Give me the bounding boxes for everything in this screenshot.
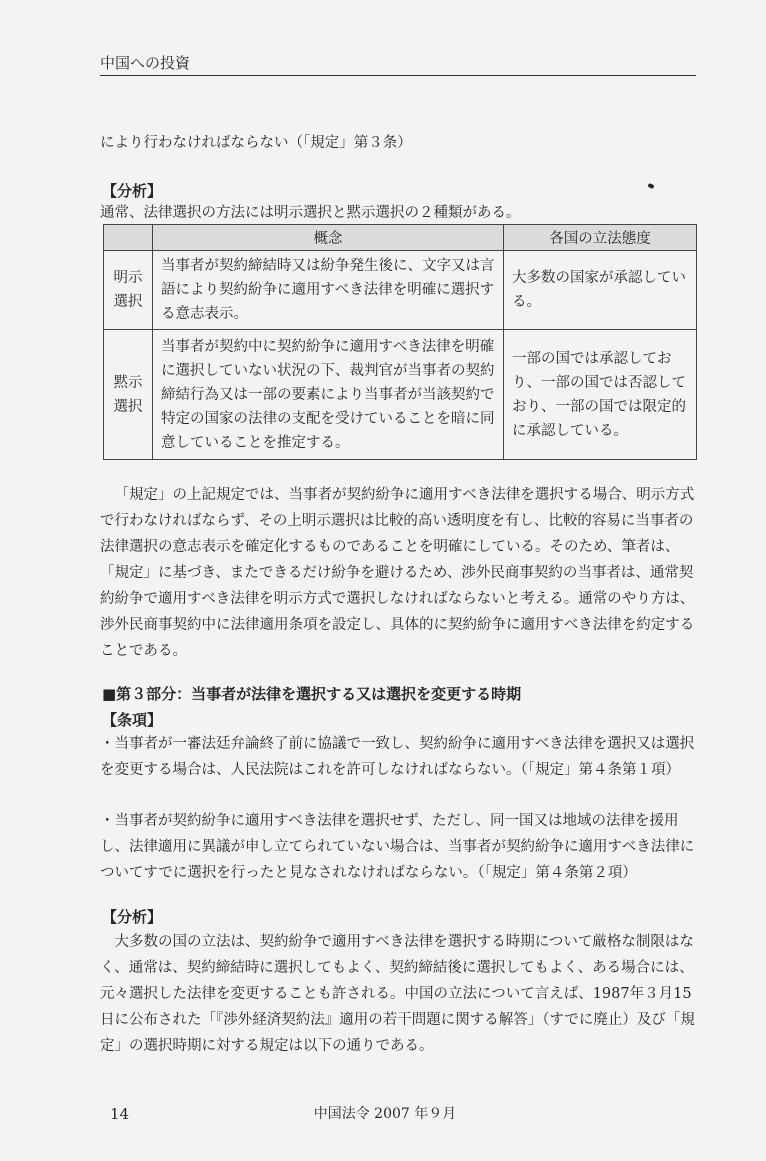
table-header-row	[104, 225, 697, 251]
table-row	[104, 251, 697, 330]
analysis-heading-2: 【分析】	[102, 908, 163, 926]
analysis-heading-1: 【分析】	[102, 182, 163, 200]
header-concept: 概念	[153, 225, 504, 251]
part3-heading: ■第３部分：当事者が法律を選択する又は選択を変更する時期	[102, 685, 522, 703]
row-type-express: 明示選択	[104, 251, 153, 330]
paragraph-1: 「規定」の上記規定では、当事者が契約紛争に適用すべき法律を選択する場合、明示方式で行わなければならず、その上明示選択は比較的高い透明度を有し、比較的容易に当事者の法律選択の意志表示を確定化するものであることを明確にしている。そのため、筆者は、「規定」に基づき、またできるだけ紛争を避けるため、渉外民商事契約の当事者は、通常契約紛争で適用すべき法律を明示方式で選択しなければならないと考える。通常のやり方は、渉外民商事契約中に法律適用条項を設定し、具体的に契約紛争に適用すべき法律を約定することである。	[100, 487, 695, 659]
row-attitude-implied: 一部の国では承認しており、一部の国では否認しており、一部の国では限定的に承認している。	[504, 330, 697, 460]
ink-speck	[647, 183, 654, 189]
clause-2: ・当事者が契約紛争に適用すべき法律を選択せず、ただし、同一国又は地域の法律を援用し、法律適用に異議が申し立てられていない場合は、当事者が契約紛争に適用すべき法律についてすでに選択を行ったと見なされなければならない。（「規定」第４条第２項）	[100, 813, 695, 881]
row-concept-implied: 当事者が契約中に契約紛争に適用すべき法律を明確に選択していない状況の下、裁判官が当事者の契約締結行為又は一部の要素により当事者が当該契約で特定の国家の法律の支配を受けていることを暗に同意していることを推定する。	[153, 330, 504, 460]
row-attitude-express: 大多数の国家が承認している。	[504, 251, 697, 330]
analysis-lead: 通常、法律選択の方法には明示選択と黙示選択の２種類がある。	[100, 205, 521, 221]
header-attitude: 各国の立法態度	[504, 225, 697, 251]
running-header: 中国への投資	[100, 52, 696, 76]
row-type-implied: 黙示選択	[104, 330, 153, 460]
choice-of-law-table	[103, 224, 697, 460]
header-blank-cell	[104, 225, 153, 251]
clause-heading: 【条項】	[102, 711, 163, 729]
intro-line: により行わなければならない（「規定」第３条）	[100, 135, 412, 151]
publication-footer: 中国法令 2007 年９月	[313, 1106, 457, 1122]
page-number: 14	[110, 1105, 130, 1123]
row-concept-express: 当事者が契約締結時又は紛争発生後に、文字又は言語により契約紛争に適用すべき法律を明確に選択する意志表示。	[153, 251, 504, 330]
analysis-text-2: 大多数の国の立法は、契約紛争で適用すべき法律を選択する時期について厳格な制限はなく、通常は、契約締結時に選択してもよく、契約締結後に選択してもよく、ある場合には、元々選択した法律を変更することも許される。中国の立法について言えば、1987年３月15日に公布された「『渉外経済契約法』適用の若干問題に関する解答」（すでに廃止）及び「規定」の選択時期に対する規定は以下の通りである。	[100, 934, 695, 1054]
table-row	[104, 330, 697, 460]
clause-1: ・当事者が一審法廷弁論終了前に協議で一致し、契約紛争に適用すべき法律を選択又は選択を変更する場合は、人民法院はこれを許可しなければならない。（「規定」第４条第１項）	[100, 736, 695, 778]
